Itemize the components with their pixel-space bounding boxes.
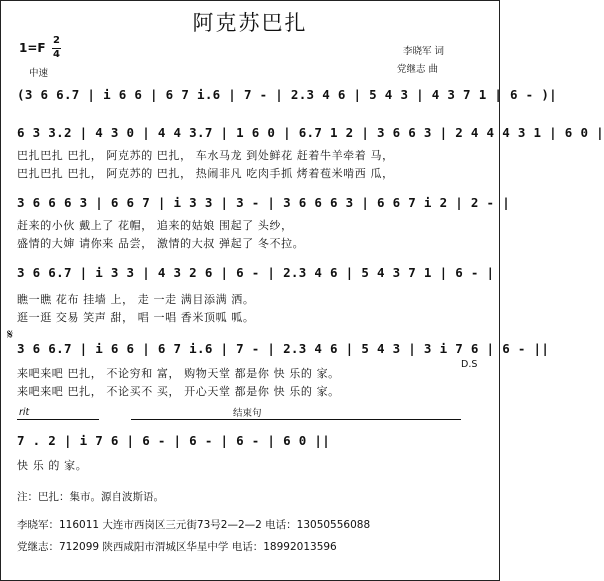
rit-marking: rit <box>19 407 30 418</box>
lyric-line-5b: 来吧来吧 巴扎， 不论买不 买， 开心天堂 都是你 快 乐的 家。 <box>17 385 340 398</box>
song-title: 阿克苏巴扎 <box>192 11 308 35</box>
notation-line-2: 6 3 3.2 | 4 3 0 | 4 4 3.7 | 1 6 0 | 6.7 1 2 | 3 6 6 3 | 2 4 4 4 3 1 | 6 0 | <box>17 125 604 140</box>
lyric-line-4b: 逛一逛 交易 笑声 甜， 唱 一唱 香米顶呱 呱。 <box>17 311 255 324</box>
notation-line-4: 3 6 6.7 | i 3 3 | 4 3 2 6 | 6 - | 2.3 4 6 | 5 4 3 7 1 | 6 - | <box>17 265 495 280</box>
key-signature: 1=F <box>19 41 46 55</box>
contact-composer: 党继志：712099 陕西咸阳市渭城区华星中学 电话：18992013596 <box>17 541 337 553</box>
lyricist-credit: 李晓军 词 <box>403 46 445 57</box>
tempo-marking: 中速 <box>29 68 49 79</box>
notation-line-5: 3 6 6.7 | i 6 6 | 6 7 i.6 | 7 - | 2.3 4 6 | 5 4 3 | 3 i 7 6 | 6 - || <box>17 341 550 356</box>
time-signature-bottom: 4 <box>53 49 60 60</box>
lyric-line-5a: 来吧来吧 巴扎， 不论穷和 富， 购物天堂 都是你 快 乐的 家。 <box>17 367 340 380</box>
notation-line-1: (3 6 6.7 | i 6 6 | 6 7 i.6 | 7 - | 2.3 4 6 | 5 4 3 | 4 3 7 1 | 6 - )| <box>17 87 557 102</box>
lyric-line-3a: 赶来的小伙 戴上了 花帽， 追来的姑娘 围起了 头纱， <box>17 219 293 232</box>
lyric-line-2b: 巴扎巴扎 巴扎， 阿克苏的 巴扎， 热闹非凡 吃肉手抓 烤着苞米啃西 瓜， <box>17 167 394 180</box>
segno-icon: 𝄋 <box>7 327 14 343</box>
lyric-line-6: 快 乐 的 家。 <box>17 459 88 472</box>
contact-lyricist: 李晓军：116011 大连市西岗区三元街73号2—2—2 电话：13050556088 <box>17 519 371 531</box>
lyric-line-3b: 盛情的大婶 请你来 品尝， 激情的大叔 弹起了 冬不拉。 <box>17 237 305 250</box>
lyric-line-4a: 瞧一瞧 花布 挂墙 上， 走 一走 满目添满 洒。 <box>17 293 255 306</box>
notation-line-6: 7 . 2 | i 7 6 | 6 - | 6 - | 6 - | 6 0 || <box>17 433 331 448</box>
time-signature-top: 2 <box>53 35 60 46</box>
notation-line-3: 3 6 6 6 3 | 6 6 7 | i 3 3 | 3 - | 3 6 6 6 3 | 6 6 7 i 2 | 2 - | <box>17 195 511 210</box>
footnote: 注：巴扎：集市。源自波斯语。 <box>17 491 164 503</box>
coda-label: 结束句 <box>233 408 262 419</box>
lyric-line-2a: 巴扎巴扎 巴扎， 阿克苏的 巴扎， 车水马龙 到处鲜花 赶着牛羊牵着 马， <box>17 149 394 162</box>
ds-marking: D.S <box>461 359 478 370</box>
composer-credit: 党继志 曲 <box>397 64 439 75</box>
